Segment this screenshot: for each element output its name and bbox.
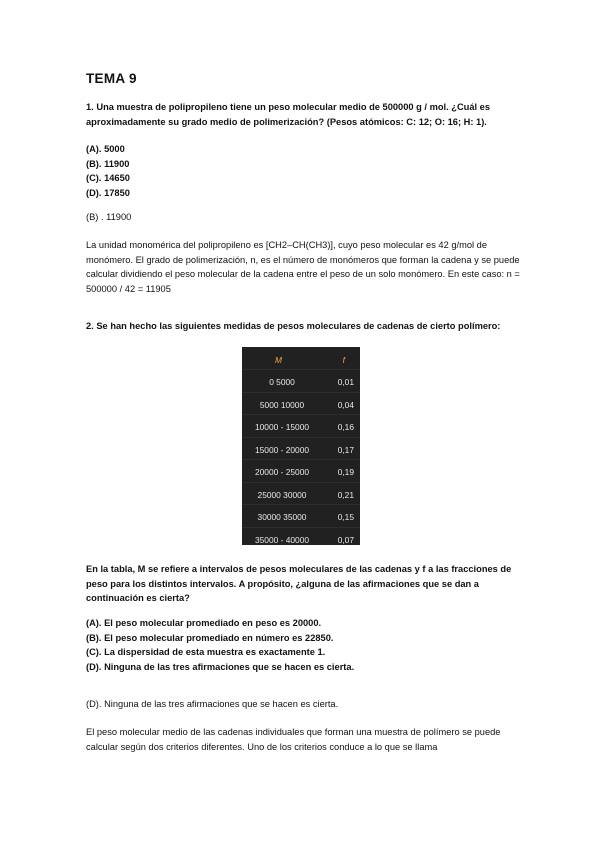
table-cell-m: 5000 10000 [259, 399, 305, 410]
question-2-text: Se han hecho las siguientes medidas de pesos moleculares de cadenas de cierto polímero: [96, 321, 501, 331]
table-row [242, 527, 360, 551]
question-2-option-a: (A). El peso molecular promediado en peso es 20000. [86, 618, 322, 628]
table-cell-f: 0,19 [337, 467, 354, 477]
table-cell-f: 0,16 [337, 422, 354, 432]
question-1-option-a: (A). 5000 [86, 144, 125, 154]
table-row [242, 369, 360, 393]
table-cell-m: 35000 - 40000 [254, 534, 310, 545]
question-2-number: 2. [86, 321, 94, 331]
question-1-number: 1. [86, 102, 94, 112]
table-cell-m: 0 5000 [269, 377, 295, 387]
question-2-option-d: (D). Ninguna de las tres afirmaciones que se hacen es cierta. [86, 661, 355, 672]
table-cell-f: 0,15 [337, 512, 354, 522]
table-cell-f: 0,04 [337, 399, 354, 410]
question-1 [86, 100, 526, 129]
question-1-options [86, 142, 526, 200]
question-2-description: En la tabla, M se refiere a intervalos de pesos moleculares de las cadenas y f a las fracciones de peso para los distintos intervalos. A propósito, ¿alguna de las afirmaciones que se dan a continuación es cierta? [86, 564, 512, 603]
question-1-option-d: (D). 17850 [86, 187, 130, 198]
question-2-explanation: El peso molecular medio de las cadenas individuales que forman una muestra de polímero se puede calcular según dos criterios diferentes. Uno de los criterios conduce a lo que se llama [86, 727, 501, 752]
table-cell-m: 25000 30000 [257, 489, 307, 500]
table-header-f: f [342, 355, 345, 365]
table-cell-m: 30000 35000 [257, 512, 307, 522]
table-row [242, 392, 360, 416]
question-1-option-c: (C). 14650 [86, 173, 130, 183]
question-2-option-b: (B). El peso molecular promediado en número es 22850. [86, 632, 334, 643]
table-cell-m: 20000 - 25000 [254, 467, 310, 477]
table-header [242, 353, 360, 365]
question-2-answer: (D). Ninguna de las tres afirmaciones que se hacen es cierta. [86, 699, 339, 709]
table-cell-f: 0,07 [337, 534, 354, 545]
molecular-weight-table [242, 347, 360, 545]
page-title: TEMA 9 [86, 71, 137, 86]
table-row [242, 414, 360, 438]
table-row [242, 504, 360, 528]
question-1-option-b: (B). 11900 [86, 158, 130, 169]
question-1-answer: (B) . 11900 [86, 212, 132, 222]
table-header-m: M [275, 355, 282, 365]
table-cell-m: 15000 - 20000 [254, 444, 310, 455]
table-cell-m: 10000 - 15000 [254, 422, 310, 432]
question-1-explanation: La unidad monomérica del polipropileno es [CH2–CH(CH3)], cuyo peso molecular es 42 g/mol de monómero. El grado de polimerización, n, es el número de monómeros que forman la cadena y se puede calcular dividiendo el peso molecular de la cadena entre el peso de un solo monómero. En este caso: n = 500000 / 42 = 11905 [86, 240, 520, 294]
question-2-options [86, 616, 526, 674]
question-2 [86, 319, 526, 334]
table-cell-f: 0,17 [337, 444, 354, 455]
table-row [242, 459, 360, 483]
table-row [242, 482, 360, 506]
table-row [242, 437, 360, 461]
table-cell-f: 0,01 [337, 377, 354, 387]
table-cell-f: 0,21 [337, 489, 354, 500]
question-1-text: Una muestra de polipropileno tiene un peso molecular medio de 500000 g / mol. ¿Cuál es aproximadamente su grado medio de polimerización? (Pesos atómicos: C: 12; O: 16; H: 1). [86, 102, 491, 127]
question-2-option-c: (C). La dispersidad de esta muestra es exactamente 1. [86, 647, 326, 657]
